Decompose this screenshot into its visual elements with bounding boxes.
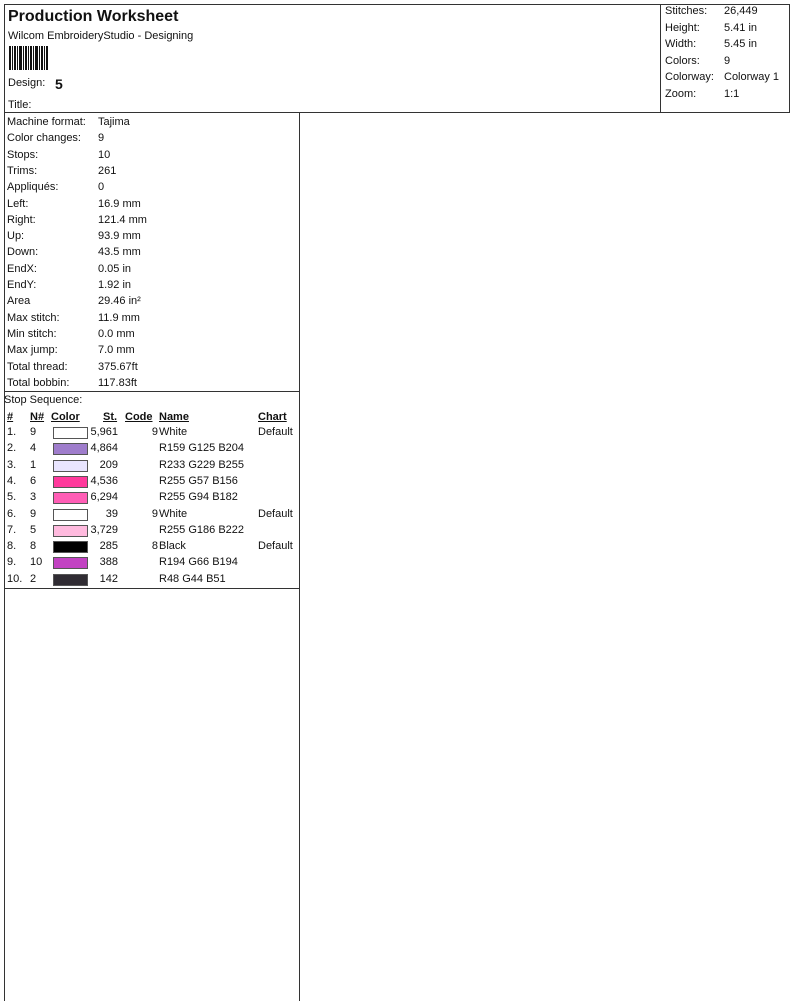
color-swatch [53,427,88,439]
stitch-count: 39 [105,507,118,520]
stat-label: Height: [665,21,700,34]
row-number: 5. [7,491,17,504]
stat-value: Colorway 1 [724,71,780,83]
table-row [4,475,300,491]
stitch-count: 209 [99,458,118,471]
stat-label: Colorway: [665,71,714,83]
title-label: Title: [8,99,32,111]
stat-label: Width: [665,38,697,50]
col-header-num: # [7,411,14,423]
stitch-count: 5,961 [90,426,118,438]
detail-value: 0 [98,181,105,194]
stitch-count: 4,536 [90,474,118,487]
table-row [4,442,300,458]
detail-label: Left: [7,197,29,210]
needle-number: 4 [30,442,37,455]
chart-name: Default [258,507,293,520]
detail-value: 43.5 mm [98,246,141,259]
stitch-count: 285 [99,540,118,553]
col-header-needle: N# [30,411,45,423]
detail-value: 0.05 in [98,262,132,275]
detail-value: 117.83ft [98,376,137,389]
detail-label: Machine format: [7,116,86,128]
needle-number: 5 [30,523,37,536]
row-number: 10. [7,572,23,585]
stat-value: 5.45 in [724,38,758,50]
col-header-color: Color [51,411,80,423]
color-swatch [53,460,88,472]
thread-name: R48 G44 B51 [159,572,226,585]
thread-code: 9 [151,507,158,520]
detail-value: 0.0 mm [98,327,135,340]
col-header-stitches: St. [103,411,118,423]
detail-label: Up: [7,230,25,243]
detail-value: 121.4 mm [98,213,147,226]
needle-number: 9 [30,507,37,520]
color-swatch [53,509,88,521]
detail-value: 11.9 mm [98,311,140,324]
detail-label: Total thread: [7,360,68,373]
detail-value: 9 [98,132,105,145]
color-swatch [53,574,88,586]
needle-number: 8 [30,540,37,553]
color-swatch [53,443,88,455]
table-row [4,573,300,589]
row-number: 7. [7,523,17,536]
detail-label: Total bobbin: [7,376,70,389]
detail-value: 375.67ft [98,360,138,373]
row-number: 2. [7,442,17,455]
detail-label: Color changes: [7,132,81,145]
col-header-chart: Chart [258,411,287,423]
thread-code: 8 [151,540,158,553]
needle-number: 6 [30,474,37,487]
detail-label: Stops: [7,148,39,161]
detail-label: EndX: [7,262,37,275]
thread-name: R255 G186 B222 [159,523,245,536]
table-row [4,556,300,572]
detail-label: Area [7,295,31,308]
color-swatch [53,476,88,488]
thread-name: R159 G125 B204 [159,442,245,455]
detail-label: Right: [7,213,36,226]
chart-name: Default [258,426,293,438]
stitch-count: 6,294 [90,491,118,504]
thread-name: White [159,507,188,520]
needle-number: 1 [30,458,37,471]
row-number: 8. [7,540,17,553]
page-title: Production Worksheet [8,8,179,25]
stat-value: 26,449 [724,5,758,17]
stat-value: 1:1 [724,87,740,100]
thread-name: White [159,426,188,438]
detail-value: 7.0 mm [98,344,135,357]
row-number: 1. [7,426,17,438]
detail-value: 1.92 in [98,279,132,291]
stitch-count: 388 [99,556,118,569]
stat-label: Zoom: [665,87,697,100]
color-swatch [53,557,88,569]
col-header-code: Code [125,411,153,423]
detail-label: Max jump: [7,344,58,357]
stitch-count: 142 [99,572,118,585]
thread-name: R233 G229 B255 [159,458,245,471]
detail-value: 93.9 mm [98,230,141,243]
row-number: 6. [7,507,17,520]
stitch-count: 3,729 [90,523,118,536]
detail-value: 10 [98,148,111,161]
detail-label: Down: [7,246,39,259]
detail-label: EndY: [7,279,37,291]
row-number: 4. [7,474,17,487]
color-swatch [53,525,88,537]
table-row [4,426,300,442]
detail-value: 261 [98,164,117,177]
needle-number: 9 [30,426,37,438]
color-swatch [53,541,88,553]
row-number: 9. [7,556,17,569]
needle-number: 3 [30,491,37,504]
thread-code: 9 [151,426,158,438]
software-name: Wilcom EmbroideryStudio - Designing [8,30,194,42]
detail-label: Min stitch: [7,327,57,340]
thread-name: Black [159,540,186,553]
stat-value: 5.41 in [724,21,758,34]
detail-value: 29.46 in² [98,295,141,308]
detail-label: Appliqués: [7,181,59,194]
stat-label: Colors: [665,54,700,67]
stitch-count: 4,864 [90,442,118,455]
needle-number: 2 [30,572,37,585]
table-row [4,524,300,540]
stat-value: 9 [724,54,731,67]
detail-value: 16.9 mm [98,197,141,210]
table-row [4,459,300,475]
row-number: 3. [7,458,17,471]
design-label: Design: [8,77,46,89]
detail-label: Max stitch: [7,311,60,324]
table-row [4,491,300,507]
thread-name: R255 G94 B182 [159,491,238,504]
needle-number: 10 [30,556,43,569]
thread-name: R255 G57 B156 [159,474,238,487]
color-swatch [53,492,88,504]
chart-name: Default [258,540,293,553]
stat-label: Stitches: [665,5,708,17]
table-row [4,508,300,524]
design-number: 5 [55,76,63,92]
detail-label: Trims: [7,164,38,177]
table-row [4,540,300,556]
barcode-icon [9,46,49,70]
stop-sequence-title: Stop Sequence: [4,394,83,406]
thread-name: R194 G66 B194 [159,556,238,569]
detail-value: Tajima [98,116,130,128]
col-header-name: Name [159,411,189,423]
